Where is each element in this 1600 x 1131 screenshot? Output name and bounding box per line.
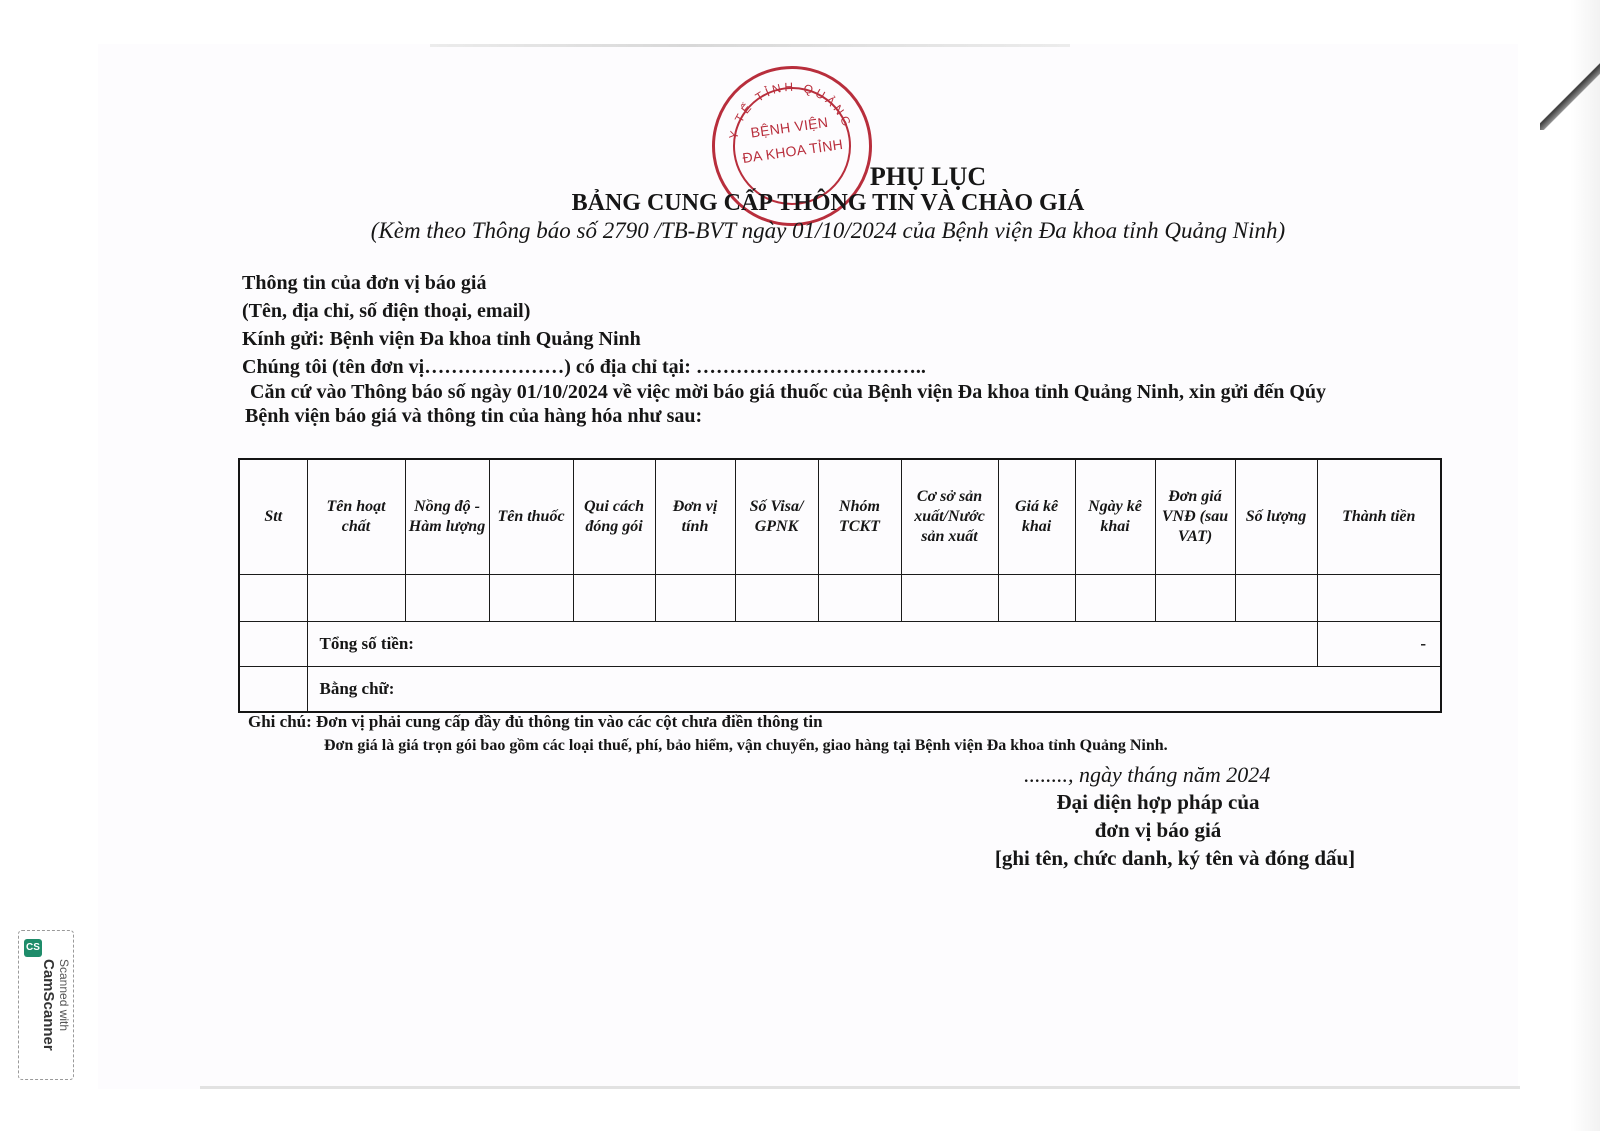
col-header: Tên thuốc — [489, 459, 573, 575]
col-header: Số lượng — [1235, 459, 1317, 575]
total-row — [239, 622, 1441, 667]
camscanner-scanned-label: Scanned with — [57, 959, 71, 1032]
table-cell — [239, 622, 307, 667]
total-value: - — [1317, 622, 1441, 667]
col-header: Tên hoạt chất — [307, 459, 405, 575]
form-title: BẢNG CUNG CẤP THÔNG TIN VÀ CHÀO GIÁ — [571, 190, 1085, 216]
col-header: Nhóm TCKT — [818, 459, 901, 575]
page-edge-bottom — [200, 1086, 1520, 1089]
info-line-1: Thông tin của đơn vị báo giá — [242, 272, 487, 294]
table-cell — [1235, 575, 1317, 622]
camscanner-watermark — [18, 930, 74, 1080]
col-header: Ngày kê khai — [1075, 459, 1155, 575]
signature-line-2: đơn vị báo giá — [1094, 818, 1222, 842]
camscanner-icon: CS — [24, 939, 42, 957]
note-line-1: Ghi chú: Đơn vị phải cung cấp đầy đủ thông tin vào các cột chưa điền thông tin — [248, 712, 823, 731]
table-cell — [1075, 575, 1155, 622]
col-header: Đơn vị tính — [655, 459, 735, 575]
col-header: Qui cách đóng gói — [573, 459, 655, 575]
table-cell — [1317, 575, 1441, 622]
table-header-row — [239, 459, 1441, 575]
signature-date: ........, ngày tháng năm 2024 — [1024, 762, 1271, 787]
signature-line-3: [ghi tên, chức danh, ký tên và đóng dấu] — [994, 846, 1356, 870]
table-cell — [735, 575, 818, 622]
table-cell — [1155, 575, 1235, 622]
table-cell — [901, 575, 998, 622]
info-line-6: Bệnh viện báo giá và thông tin của hàng hóa như sau: — [245, 405, 703, 427]
seal-outer-text: Y TẾ TỈNH QUẢNG — [726, 79, 855, 141]
table-cell — [655, 575, 735, 622]
col-header: Thành tiền — [1317, 459, 1441, 575]
amount-in-words-label: Bằng chữ: — [307, 667, 1441, 713]
seal-line-1: BỆNH VIỆN — [749, 113, 830, 141]
col-header: Cơ sở sản xuất/Nước sản xuất — [901, 459, 998, 575]
reference-line: (Kèm theo Thông báo số 2790 /TB-BVT ngày 01/10/2024 của Bệnh viện Đa khoa tỉnh Quảng Ninh) — [370, 218, 1286, 243]
col-header: Đơn giá VNĐ (sau VAT) — [1155, 459, 1235, 575]
table-cell — [239, 575, 307, 622]
page-edge-top — [430, 44, 1070, 47]
table-cell — [818, 575, 901, 622]
col-header: Nồng độ - Hàm lượng — [405, 459, 489, 575]
info-line-4: Chúng tôi (tên đơn vị…………………) có địa chỉ tại: …………………………….. — [242, 356, 926, 378]
amount-in-words-row — [239, 667, 1441, 713]
info-line-3: Kính gửi: Bệnh viện Đa khoa tỉnh Quảng Ninh — [242, 328, 641, 350]
table-cell — [307, 575, 405, 622]
info-line-5: Căn cứ vào Thông báo số ngày 01/10/2024 về việc mời báo giá thuốc của Bệnh viện Đa khoa tỉnh Quảng Ninh, xin gửi đến Qúy — [250, 381, 1327, 403]
col-header: Stt — [239, 459, 307, 575]
col-header: Số Visa/ GPNK — [735, 459, 818, 575]
note-line-2: Đơn giá là giá trọn gói bao gồm các loại thuế, phí, bảo hiểm, vận chuyển, giao hàng tại Bệnh viện Đa khoa tỉnh Quảng Ninh. — [324, 737, 1168, 754]
table-cell — [998, 575, 1075, 622]
table-cell — [489, 575, 573, 622]
total-label: Tổng số tiền: — [307, 622, 1317, 667]
camscanner-text — [40, 959, 71, 1051]
quotation-table — [238, 458, 1442, 713]
col-header: Giá kê khai — [998, 459, 1075, 575]
table-row — [239, 575, 1441, 622]
camscanner-brand: CamScanner — [40, 959, 57, 1051]
table-cell — [239, 667, 307, 713]
table-cell — [573, 575, 655, 622]
table-cell — [405, 575, 489, 622]
appendix-title: PHỤ LỤC — [869, 162, 987, 191]
signature-line-1: Đại diện hợp pháp của — [1056, 790, 1260, 814]
seal-line-2: ĐA KHOA TỈNH — [741, 135, 845, 166]
info-line-2: (Tên, địa chỉ, số điện thoại, email) — [242, 300, 531, 322]
